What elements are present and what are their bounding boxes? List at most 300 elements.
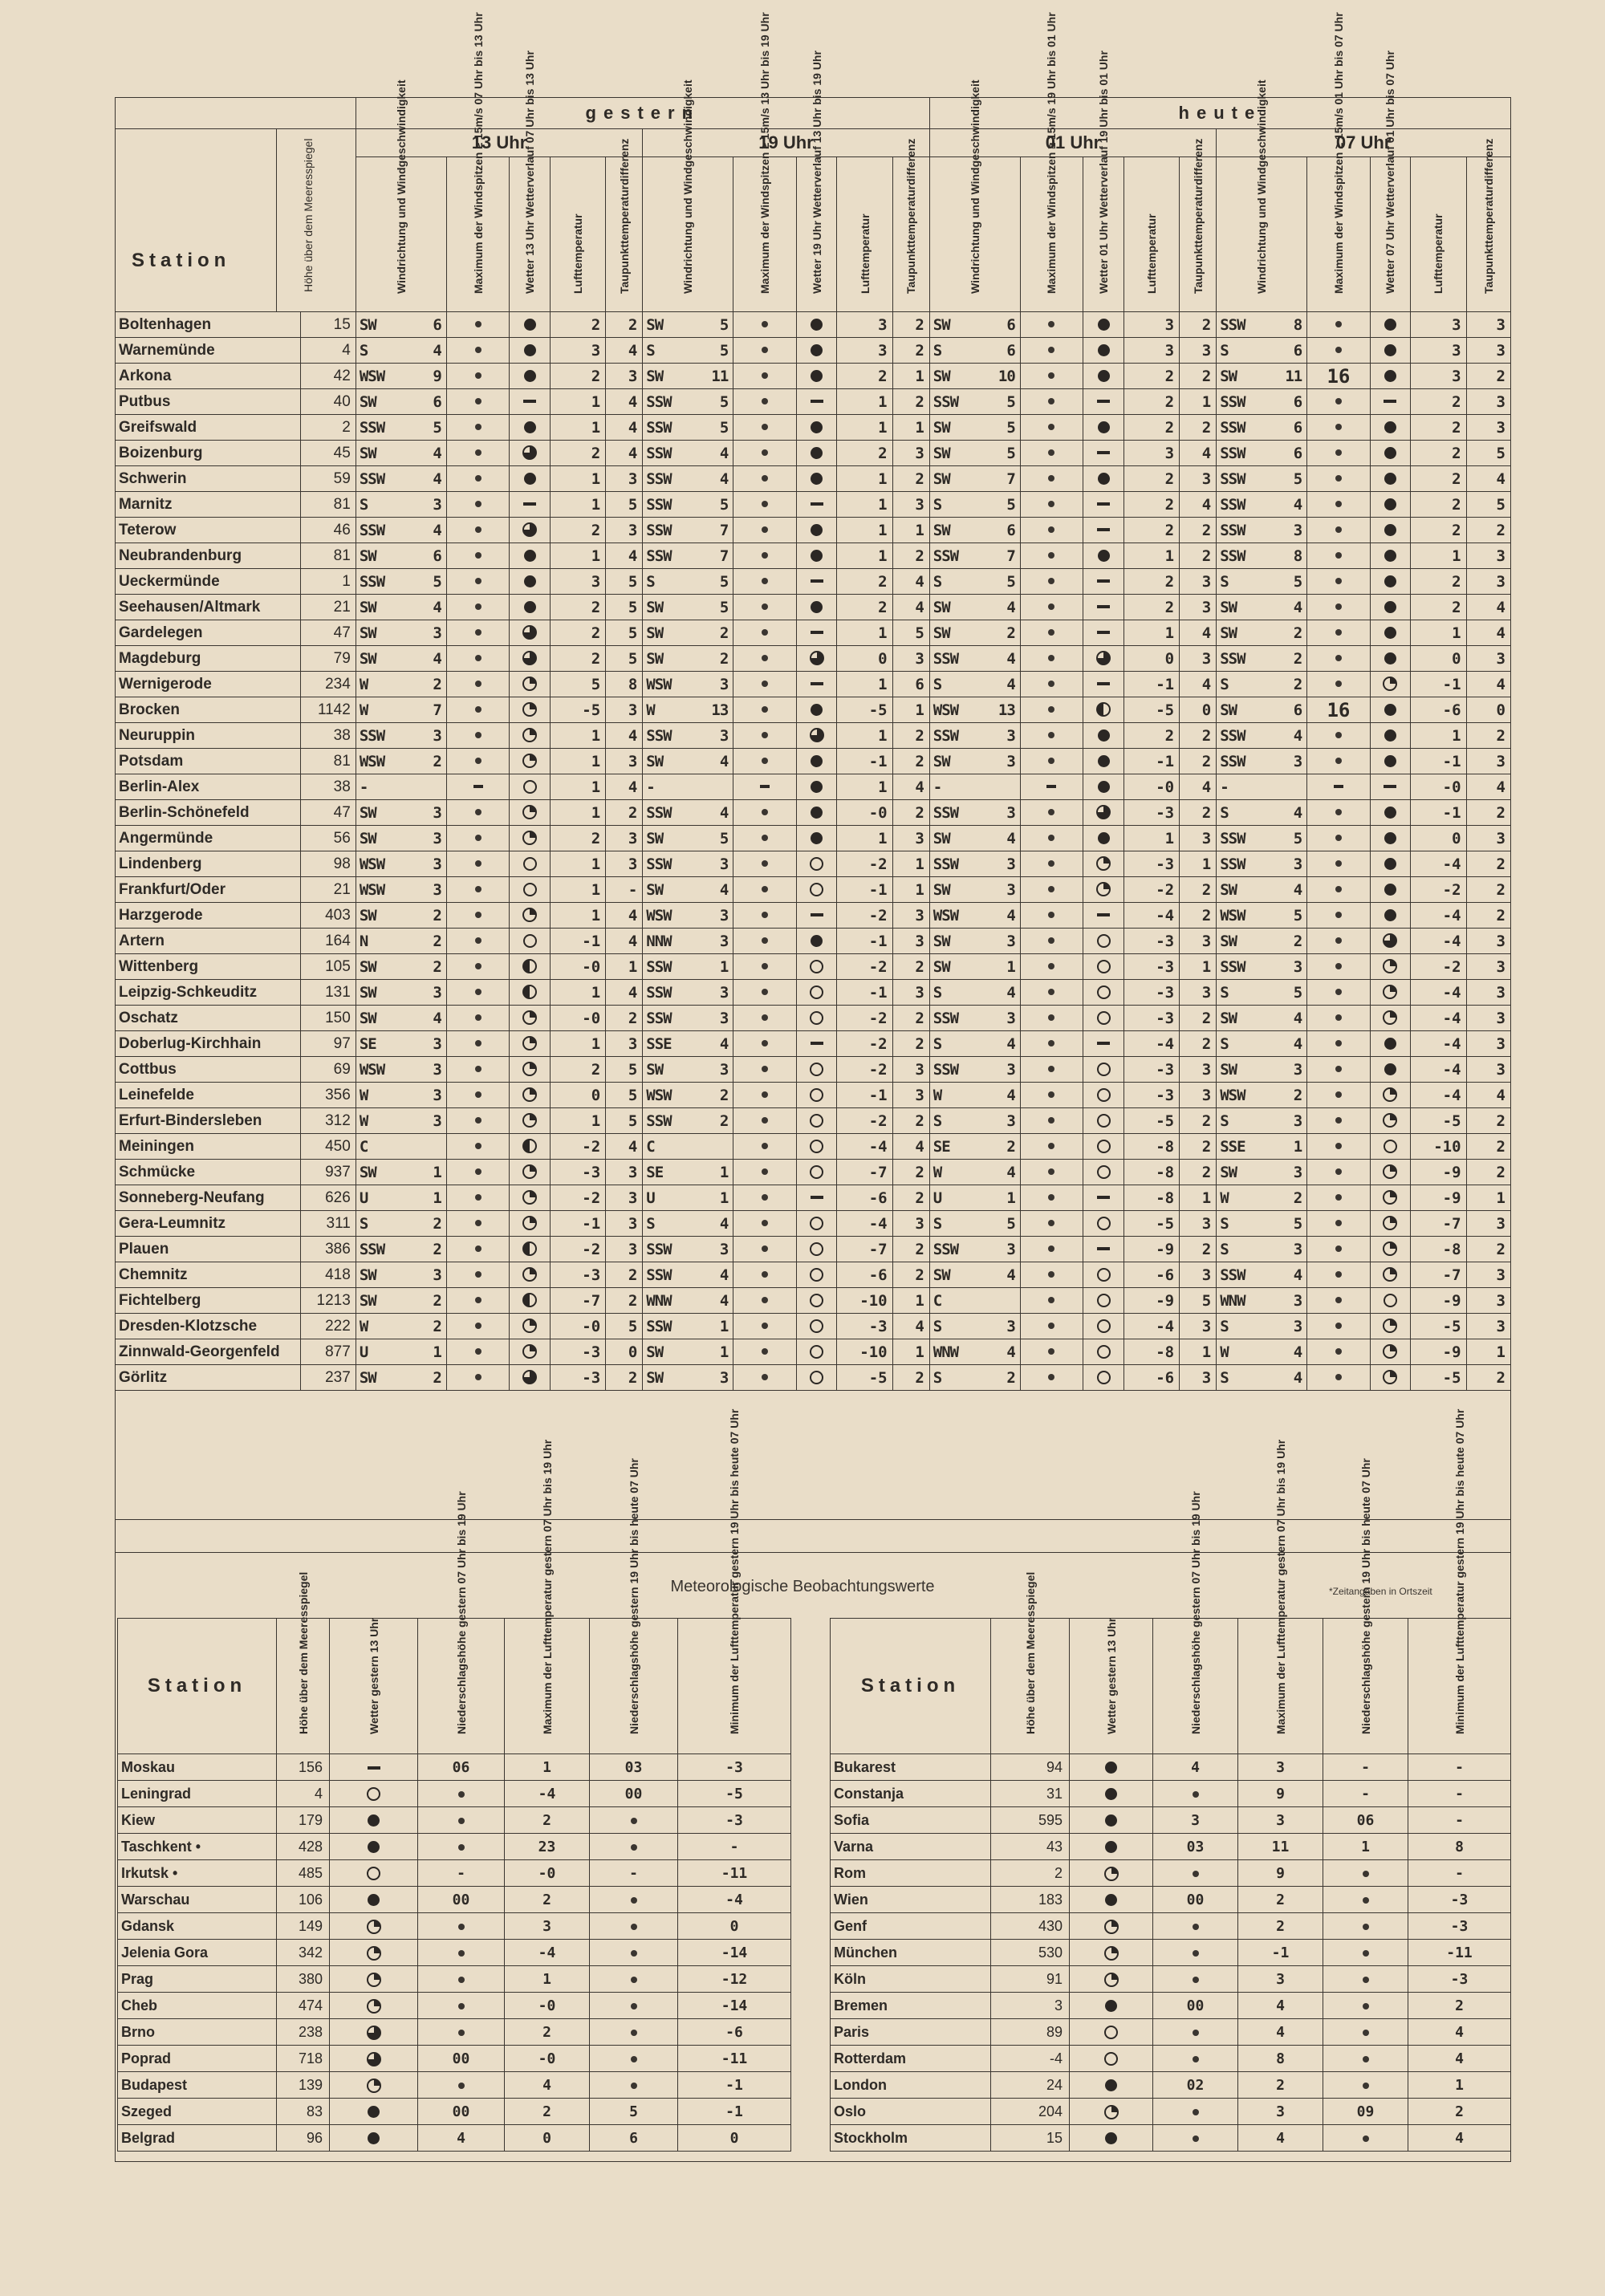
weather-symbol-tq-icon (522, 651, 537, 665)
n1-cell (418, 1834, 505, 1860)
wind-cell (643, 1083, 733, 1108)
wind-cell (643, 1288, 733, 1314)
dewpoint-difference: 4 (1466, 595, 1510, 620)
gust-max-cell (446, 1185, 509, 1211)
gust-max-cell (1307, 1031, 1370, 1057)
dewpoint-difference: 2 (1180, 415, 1217, 441)
wind-cell (643, 1211, 733, 1237)
station-height: 131 (300, 980, 356, 1006)
wind-direction: SW (1220, 624, 1237, 642)
dot-icon (1363, 1897, 1369, 1904)
dot-icon (762, 758, 768, 764)
gust-max-cell (733, 1108, 796, 1134)
air-temperature: -4 (1124, 1031, 1179, 1057)
wind-speed: 1 (719, 1189, 729, 1207)
dewpoint-difference: 2 (892, 389, 929, 415)
dot-icon (475, 526, 482, 533)
weather-symbol-qtr-icon (1104, 1920, 1119, 1934)
wind-speed: 6 (1006, 521, 1015, 539)
station-height: 106 (277, 1887, 330, 1913)
dewpoint-difference: 2 (892, 1262, 929, 1288)
table-row (118, 2046, 791, 2072)
dot-icon (1048, 372, 1054, 379)
wind-direction: SSW (1220, 418, 1245, 437)
dewpoint-difference: 5 (1466, 492, 1510, 518)
air-temperature: 1 (1411, 723, 1466, 749)
wind-cell (356, 826, 446, 851)
weather-symbol-dash-icon (1097, 605, 1110, 608)
wind-direction: SSW (646, 444, 672, 462)
table-row (116, 312, 1511, 338)
max-cell: 4 (1238, 1993, 1323, 2019)
weather-symbol-full-icon (811, 755, 823, 767)
wind-direction: SW (646, 752, 664, 770)
wind-speed: 3 (1293, 1317, 1302, 1335)
dewpoint-difference: 4 (1466, 620, 1510, 646)
weather-cell (510, 1185, 551, 1211)
wind-cell (1217, 1262, 1307, 1288)
weather-cell (1083, 389, 1124, 415)
wind-direction: SSW (933, 855, 959, 873)
dot-icon (1048, 1271, 1054, 1278)
dewpoint-difference: 3 (892, 929, 929, 954)
weather-symbol-dash-icon (811, 502, 823, 506)
n1-cell: 4 (418, 2125, 505, 2152)
dewpoint-difference: 1 (892, 518, 929, 543)
weather-symbol-tq-icon (522, 1370, 537, 1384)
wind-speed: 4 (1006, 1034, 1015, 1053)
wind-direction: - (933, 778, 942, 796)
table-row (116, 800, 1511, 826)
wind-cell (356, 1237, 446, 1262)
lower-col-4: Niederschlagshöhe gestern 19 Uhr bis heute 07 Uhr (1323, 1619, 1408, 1754)
dewpoint-difference: 4 (606, 903, 643, 929)
wind-direction: S (1220, 1317, 1229, 1335)
dot-icon (762, 1297, 768, 1303)
weather-symbol-full-icon (1384, 421, 1396, 433)
gust-max-cell (733, 415, 796, 441)
dewpoint-difference: 3 (1180, 569, 1217, 595)
dot-icon (1335, 1117, 1342, 1124)
weather-cell (510, 749, 551, 774)
n1-cell (418, 2019, 505, 2046)
table-row (116, 441, 1511, 466)
gust-max-cell (733, 1006, 796, 1031)
station-name: Artern (116, 929, 301, 954)
air-temperature: 3 (1411, 338, 1466, 364)
table-row (118, 1913, 791, 1940)
gust-max-cell (1307, 774, 1370, 800)
divider-line (115, 1552, 1511, 1553)
gust-max-cell (446, 312, 509, 338)
air-temperature: -5 (1411, 1108, 1466, 1134)
gust-max-cell (1020, 1160, 1083, 1185)
weather-cell (1370, 389, 1411, 415)
station-height: 234 (300, 672, 356, 697)
dot-icon (1335, 732, 1342, 738)
wind-cell (1217, 312, 1307, 338)
wind-speed: 2 (433, 932, 441, 950)
dot-icon (475, 1168, 482, 1175)
dot-icon (1193, 1977, 1199, 1983)
station-height: 877 (300, 1339, 356, 1365)
gust-max-cell (446, 1314, 509, 1339)
n1-cell: 4 (1153, 1754, 1238, 1781)
wind-cell (643, 929, 733, 954)
dewpoint-difference: 2 (892, 1006, 929, 1031)
gust-max-cell (446, 697, 509, 723)
wind-cell (643, 1031, 733, 1057)
weather-symbol-tq-icon (810, 728, 824, 742)
dewpoint-difference: 3 (892, 1083, 929, 1108)
wind-speed: 4 (433, 649, 441, 668)
dot-icon (1048, 629, 1054, 636)
wind-speed: 5 (719, 341, 729, 360)
dewpoint-difference: 3 (606, 1031, 643, 1057)
dewpoint-difference: 2 (1180, 877, 1217, 903)
weather-symbol-full-icon (1384, 524, 1396, 536)
gust-max-cell (733, 723, 796, 749)
dot-icon (762, 1117, 768, 1124)
station-name: Paris (831, 2019, 991, 2046)
max-cell: 4 (1238, 2125, 1323, 2152)
table-row (116, 1339, 1511, 1365)
weather-cell (1083, 1134, 1124, 1160)
wind-cell (1217, 800, 1307, 826)
wind-direction: SW (359, 1163, 376, 1181)
weather-symbol-full-icon (1384, 370, 1396, 382)
weather-symbol-full-icon (524, 421, 536, 433)
weather-cell (1083, 826, 1124, 851)
weather-cell (796, 826, 837, 851)
dot-icon (1335, 989, 1342, 995)
station-header: Station (118, 1619, 277, 1754)
dewpoint-difference: 2 (1180, 723, 1217, 749)
weather-symbol-full-icon (368, 2132, 380, 2144)
dot-icon (1363, 1977, 1369, 1983)
wind-speed: 3 (433, 829, 441, 847)
table-row (116, 492, 1511, 518)
gust-max-cell (1020, 441, 1083, 466)
max-cell: 1 (505, 1754, 590, 1781)
dewpoint-difference: 3 (1466, 389, 1510, 415)
station-height: 150 (300, 1006, 356, 1031)
station-name: Sonneberg-Neufang (116, 1185, 301, 1211)
dewpoint-difference: 4 (606, 415, 643, 441)
dot-icon (762, 1348, 768, 1355)
lower-col-5: Minimum der Lufttemperatur gestern 19 Uhr bis heute 07 Uhr (1408, 1619, 1511, 1754)
dewpoint-difference: 4 (606, 980, 643, 1006)
air-temperature: 3 (1124, 441, 1179, 466)
col-temp-0: Lufttemperatur (550, 157, 605, 312)
station-height: 38 (300, 774, 356, 800)
dewpoint-difference: 2 (1466, 1134, 1510, 1160)
dewpoint-difference: 2 (1180, 543, 1217, 569)
wind-direction: SSW (646, 418, 672, 437)
weather-cell (796, 518, 837, 543)
station-name: Kiew (118, 1807, 277, 1834)
dot-icon (762, 629, 768, 636)
gust-max-cell (1307, 492, 1370, 518)
station-name: Ueckermünde (116, 569, 301, 595)
station-height: 403 (300, 903, 356, 929)
weather-cell (1070, 2125, 1153, 2152)
dot-icon (1363, 2056, 1369, 2062)
max-cell: -0 (505, 1993, 590, 2019)
weather-cell (1370, 595, 1411, 620)
air-temperature: -5 (1411, 1314, 1466, 1339)
wind-direction: S (1220, 1240, 1229, 1258)
weather-cell (510, 1083, 551, 1108)
lower-title: Meteorologische Beobachtungswerte (670, 1578, 935, 1595)
table-row (118, 1940, 791, 1966)
dot-icon (1048, 1297, 1054, 1303)
weather-symbol-ring-icon (810, 1165, 823, 1179)
wind-cell (643, 364, 733, 389)
station-height: 96 (277, 2125, 330, 2152)
wind-direction: W (359, 701, 368, 719)
wind-cell (929, 1031, 1020, 1057)
air-temperature: -4 (1411, 1031, 1466, 1057)
table-row (116, 1288, 1511, 1314)
weather-symbol-ring-icon (1384, 1294, 1397, 1307)
station-height: 237 (300, 1365, 356, 1391)
air-temperature: -5 (1411, 1365, 1466, 1391)
wind-direction: SW (359, 1266, 376, 1284)
station-height: 418 (300, 1262, 356, 1288)
gust-max-cell (1020, 1262, 1083, 1288)
air-temperature: -1 (837, 980, 892, 1006)
wind-direction: WSW (359, 367, 385, 385)
station-name: Rotterdam (831, 2046, 991, 2072)
air-temperature: -2 (1411, 877, 1466, 903)
gust-max-cell (1307, 466, 1370, 492)
table-row (116, 1083, 1511, 1108)
dewpoint-difference: 0 (1180, 697, 1217, 723)
dot-icon (1335, 1323, 1342, 1329)
dewpoint-difference: 2 (1180, 518, 1217, 543)
gust-max-cell (1020, 569, 1083, 595)
weather-cell (796, 543, 837, 569)
wind-cell (643, 749, 733, 774)
weather-symbol-full-icon (811, 781, 823, 793)
wind-direction: SW (933, 624, 950, 642)
dot-icon (762, 1168, 768, 1175)
gust-max-cell (733, 1211, 796, 1237)
air-temperature: -3 (1124, 929, 1179, 954)
weather-cell (510, 774, 551, 800)
wind-direction: S (1220, 803, 1229, 822)
station-name: Seehausen/Altmark (116, 595, 301, 620)
dot-icon (1048, 1143, 1054, 1149)
air-temperature: 1 (550, 415, 605, 441)
station-name: Gera-Leumnitz (116, 1211, 301, 1237)
wind-speed: 7 (719, 547, 729, 565)
gust-max-cell (446, 1083, 509, 1108)
weather-cell (1370, 826, 1411, 851)
station-height: 1 (300, 569, 356, 595)
min-cell: -1 (678, 2072, 791, 2099)
wind-direction: W (359, 1317, 368, 1335)
weather-symbol-qtr-icon (1104, 1973, 1119, 1987)
dot-icon (458, 1924, 465, 1930)
weather-cell (796, 1160, 837, 1185)
weather-cell (796, 441, 837, 466)
wind-direction: - (1220, 778, 1229, 796)
weather-symbol-ring-icon (810, 1217, 823, 1230)
weather-cell (796, 338, 837, 364)
dot-icon (762, 1374, 768, 1380)
station-height: 24 (991, 2072, 1070, 2099)
table-row (118, 1754, 791, 1781)
gust-max-cell (1020, 389, 1083, 415)
air-temperature: 1 (837, 389, 892, 415)
wind-speed: 2 (719, 649, 729, 668)
wind-direction: WNW (646, 1291, 672, 1310)
dot-icon (475, 681, 482, 687)
air-temperature: 3 (1411, 312, 1466, 338)
air-temperature: -4 (1411, 851, 1466, 877)
dewpoint-difference: 2 (1466, 877, 1510, 903)
table-row (118, 1860, 791, 1887)
dewpoint-difference: 4 (892, 569, 929, 595)
weather-cell (1083, 1006, 1124, 1031)
wind-direction: SSW (933, 1240, 959, 1258)
wind-cell (356, 954, 446, 980)
wind-cell (1217, 774, 1307, 800)
wind-cell (1217, 1339, 1307, 1365)
wind-cell (929, 595, 1020, 620)
weather-symbol-full-icon (1098, 832, 1110, 844)
gust-max-cell (446, 749, 509, 774)
weather-cell (1370, 1083, 1411, 1108)
col-wind-3: Windrichtung und Windgeschwindigkeit (1217, 157, 1307, 312)
dot-icon (475, 706, 482, 713)
wind-cell (1217, 1057, 1307, 1083)
air-temperature: -2 (550, 1237, 605, 1262)
gust-max-cell (733, 1160, 796, 1185)
wind-direction: SSW (359, 521, 385, 539)
wind-cell (929, 1185, 1020, 1211)
gust-max-cell (1307, 851, 1370, 877)
air-temperature: 2 (1411, 441, 1466, 466)
weather-cell (510, 415, 551, 441)
air-temperature: 2 (1124, 569, 1179, 595)
station-name: Moskau (118, 1754, 277, 1781)
wind-speed: 3 (1293, 1291, 1302, 1310)
air-temperature: 1 (550, 723, 605, 749)
wind-cell (643, 1237, 733, 1262)
wind-speed: 2 (1293, 1189, 1302, 1207)
dot-icon (475, 886, 482, 892)
wind-speed: 8 (1293, 315, 1302, 334)
weather-cell (796, 646, 837, 672)
dot-icon (1335, 963, 1342, 969)
air-temperature: -2 (1124, 877, 1179, 903)
dewpoint-difference: 3 (1180, 929, 1217, 954)
weather-symbol-half-icon (1096, 702, 1111, 717)
wind-direction: SW (359, 1368, 376, 1387)
station-height: 89 (991, 2019, 1070, 2046)
dot-icon (631, 1897, 637, 1904)
air-temperature: -0 (1411, 774, 1466, 800)
weather-symbol-dash-icon (1097, 1042, 1110, 1045)
dot-icon (762, 989, 768, 995)
air-temperature: 1 (1124, 543, 1179, 569)
weather-symbol-tq-icon (522, 522, 537, 537)
gust-max-cell (1307, 646, 1370, 672)
gust-max-cell (446, 518, 509, 543)
dewpoint-difference: 2 (1180, 1031, 1217, 1057)
weather-cell (510, 1237, 551, 1262)
dewpoint-difference: 3 (1180, 646, 1217, 672)
wind-direction: SW (359, 315, 376, 334)
station-height: 2 (300, 415, 356, 441)
weather-symbol-ring-icon (1097, 960, 1111, 973)
wind-direction: SW (933, 932, 950, 950)
wind-speed: 2 (1293, 1086, 1302, 1104)
gust-max-cell (733, 441, 796, 466)
min-cell: 8 (1408, 1834, 1511, 1860)
min-cell: 1 (1408, 2072, 1511, 2099)
weather-symbol-ring-icon (1097, 1088, 1111, 1102)
dot-icon (1048, 424, 1054, 430)
n2-cell: 09 (1323, 2099, 1408, 2125)
weather-symbol-qtr-icon (522, 677, 537, 691)
wind-cell (929, 903, 1020, 929)
min-cell: -11 (678, 2046, 791, 2072)
wind-direction: SSW (1220, 649, 1245, 668)
gust-max-cell (1020, 1006, 1083, 1031)
dot-icon (1363, 2135, 1369, 2142)
dot-icon (1335, 758, 1342, 764)
wind-speed: 1 (719, 957, 729, 976)
n1-cell (418, 2072, 505, 2099)
weather-cell (510, 723, 551, 749)
max-cell: 3 (1238, 1807, 1323, 1834)
wind-cell (1217, 903, 1307, 929)
air-temperature: 1 (837, 415, 892, 441)
gust-max-cell (1020, 1237, 1083, 1262)
dot-icon (1335, 629, 1342, 636)
dot-icon (1048, 1168, 1054, 1175)
dot-icon (1048, 655, 1054, 661)
station-name: Plauen (116, 1237, 301, 1262)
max-cell: -4 (505, 1781, 590, 1807)
dewpoint-difference: 3 (1466, 749, 1510, 774)
weather-symbol-full-icon (1105, 1894, 1117, 1906)
wind-direction: SW (933, 315, 950, 334)
gust-max-cell (733, 1339, 796, 1365)
table-row (116, 1160, 1511, 1185)
dot-icon (1335, 552, 1342, 559)
wind-direction: SSW (1220, 726, 1245, 745)
weather-symbol-full-icon (1384, 807, 1396, 819)
dewpoint-difference: 5 (606, 569, 643, 595)
n1-cell: 06 (418, 1754, 505, 1781)
wind-speed: 3 (433, 803, 441, 822)
air-temperature: -4 (1411, 1083, 1466, 1108)
wind-cell (643, 1006, 733, 1031)
weather-cell (510, 672, 551, 697)
station-name: Chemnitz (116, 1262, 301, 1288)
gust-max-cell (1307, 903, 1370, 929)
n2-cell (1323, 1966, 1408, 1993)
dot-icon (1335, 449, 1342, 456)
station-height: 3 (991, 1993, 1070, 2019)
gust-max-cell (733, 877, 796, 903)
table-row (831, 1807, 1511, 1834)
